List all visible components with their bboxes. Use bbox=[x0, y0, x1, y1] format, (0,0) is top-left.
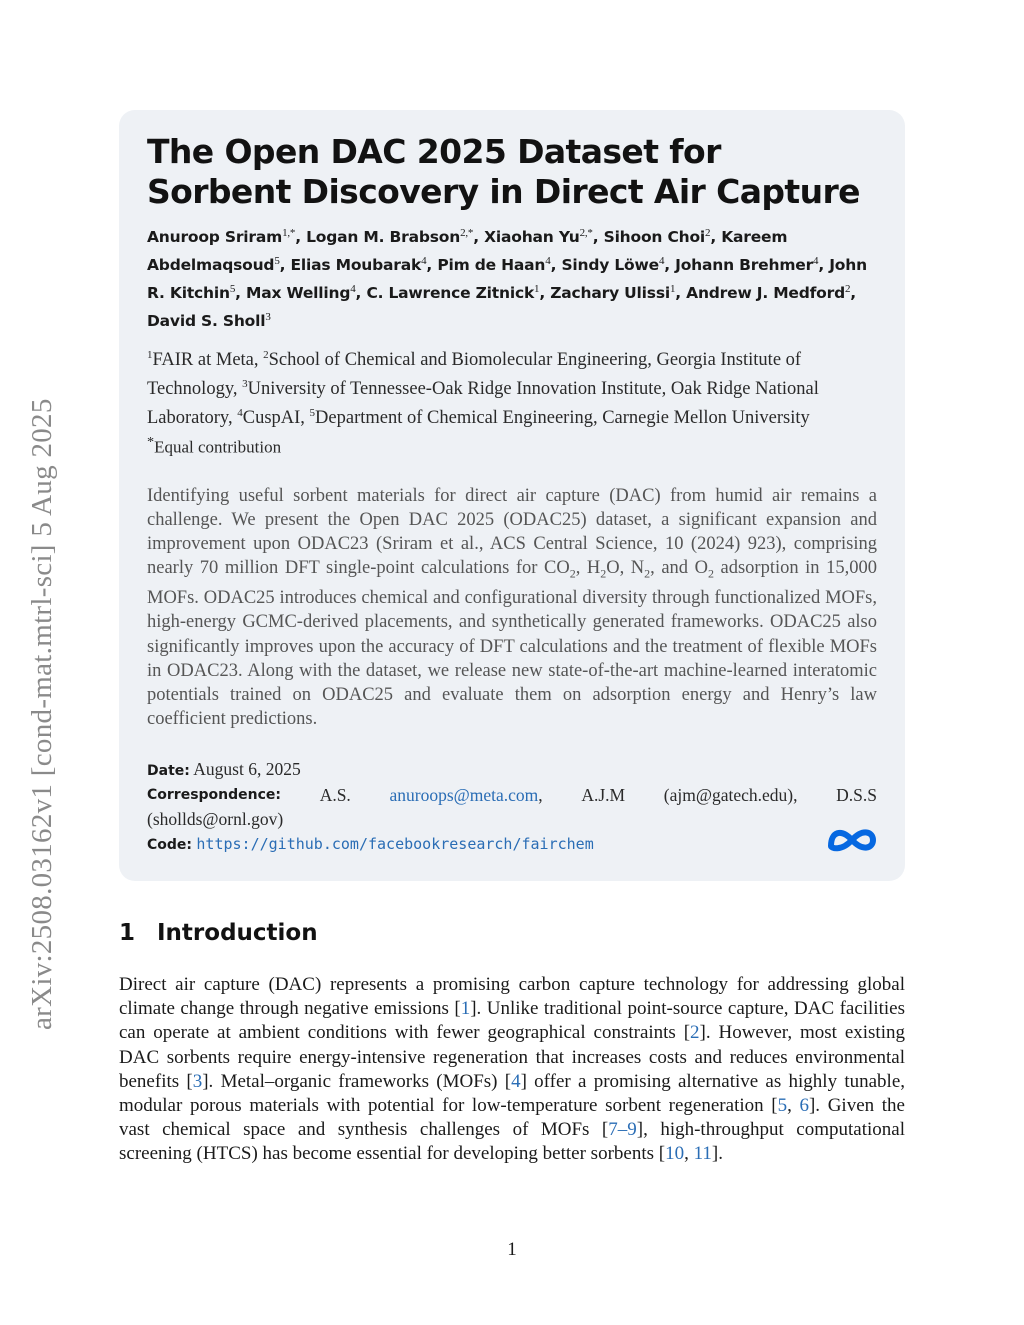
author: Elias Moubarak bbox=[290, 256, 422, 275]
citation-link[interactable]: 6 bbox=[799, 1095, 809, 1117]
citation-link[interactable]: 3 bbox=[192, 1070, 203, 1092]
author: Andrew J. Medford bbox=[686, 284, 845, 303]
author: Sihoon Choi bbox=[603, 228, 706, 247]
author: Sindy Löwe bbox=[561, 256, 659, 275]
arxiv-identifier: arXiv:2508.03162v1 [cond-mat.mtrl-sci] 5 Aug 2025 bbox=[26, 398, 58, 1030]
author: Kareem Abdelmaqsoud bbox=[147, 228, 788, 275]
paper-metadata bbox=[147, 757, 877, 857]
citation-link[interactable]: 7–9 bbox=[608, 1119, 637, 1141]
date-value: August 6, 2025 bbox=[193, 759, 301, 780]
author: Johann Brehmer bbox=[675, 256, 814, 275]
citation-link[interactable]: 5 bbox=[777, 1095, 788, 1117]
author: C. Lawrence Zitnick bbox=[366, 284, 535, 303]
correspondence-line: Correspondence: A.S. anuroops@meta.com, A.J.M (ajm@gatech.edu), D.S.S bbox=[147, 785, 877, 806]
author: Anuroop Sriram bbox=[147, 228, 283, 247]
author: Logan M. Brabson bbox=[306, 228, 461, 247]
date-line: Date: August 6, 2025 bbox=[147, 759, 301, 780]
paper-title: The Open DAC 2025 Dataset for Sorbent Discovery in Direct Air Capture bbox=[147, 132, 860, 211]
author-list: Anuroop Sriram$^{1,*}$, Logan M. Brabson$^{2,*}$, Xiaohan $Yu^{2,*}$, Sihoon Choi$^2$, Kareem Abdelmaqsoud$^5$, Elias Moubarak$^4$, Pim de Haan$^4$, Sindy Löwe$^4$, Johann Brehmer$^4$, John R. Kitchin$^5$, Max Welling$^4$, C. Lawrence Zitnick$^1$, Zachary Ulissi$^1$, Andrew J. Medford$^2$, David S. Sholl$^3$ bbox=[147, 227, 867, 331]
author: Pim de Haan bbox=[437, 256, 546, 275]
email-link[interactable]: anuroops@meta.com bbox=[389, 785, 539, 806]
citation-link[interactable]: 11 bbox=[693, 1143, 712, 1165]
affiliation: School of Chemical and Biomolecular Engineering, Georgia Institute of Technology bbox=[147, 349, 802, 399]
page-number: 1 bbox=[507, 1239, 517, 1260]
equal-contribution-note: *Equal contribution bbox=[147, 434, 282, 457]
affiliations: $^1$FAIR at Meta, $^2$School of Chemical and Biomolecular Engineering, Georgia Institute of Technology, $^3$University of Tennessee-Oak Ridge Innovation Institute, Oak Ridge National Laboratory, $^4$CuspAI, $^5$Department of Chemical Engineering, Carnegie Mellon University bbox=[147, 348, 819, 429]
author: Max Welling bbox=[246, 284, 351, 303]
meta-logo-icon bbox=[827, 824, 877, 856]
citation-link[interactable]: 4 bbox=[511, 1070, 521, 1092]
author: Zachary Ulissi bbox=[550, 284, 670, 303]
affiliation: University of Tennessee-Oak Ridge Innovation Institute, Oak Ridge National Laboratory bbox=[147, 378, 819, 429]
abstract: Identifying useful sorbent materials for direct air capture (DAC) from humid air remains a challenge. We present the Open DAC 2025 (ODAC25) dataset, a significant expansion and improvement upon ODAC23 (Sriram et al., ACS Central Science, 10 (2024) 923), comprising nearly 70 million DFT single-point calculations for $CO_2$, $H_2O$, $N_2$, and $O_2$ adsorption in 15,000 MOFs. ODAC25 introduces chemical and configurational diversity through functionalized MOFs, high-energy GCMC-derived placements, and synthetically generated frameworks. ODAC25 also significantly improves upon the accuracy of DFT calculations and the treatment of flexible MOFs in ODAC23. Along with the dataset, we release new state-of-the-art machine-learned interatomic potentials trained on ODAC25 and evaluate them on adsorption energy and Henry’s law coefficient predictions. bbox=[147, 485, 877, 730]
author: John R. Kitchin bbox=[147, 256, 867, 303]
citation-link[interactable]: 2 bbox=[690, 1022, 700, 1044]
citation-link[interactable]: 10 bbox=[665, 1143, 685, 1165]
code-link[interactable]: https://github.com/facebookresearch/fairchem bbox=[196, 835, 594, 854]
section-heading: 1 Introduction bbox=[119, 920, 318, 946]
affiliation: FAIR at Meta bbox=[152, 349, 254, 370]
code-line: Code: https://github.com/facebookresearch/fairchem bbox=[147, 835, 594, 854]
author: Xiaohan Yu bbox=[484, 228, 580, 247]
affiliation: Department of Chemical Engineering, Carnegie Mellon University bbox=[315, 408, 810, 429]
correspondence-tail: (shollds@ornl.gov) bbox=[147, 809, 284, 830]
affiliation: CuspAI bbox=[242, 408, 301, 429]
author: David S. Sholl bbox=[147, 312, 266, 331]
introduction-paragraph: Direct air capture (DAC) represents a promising carbon capture technology for addressing global climate change through negative emissions [1]. Unlike traditional point-source capture, DAC facilities can operate at ambient conditions with fewer geographical constraints [2]. However, most existing DAC sorbents require energy-intensive regeneration that increases costs and reduces environmental benefits [3]. Metal–organic frameworks (MOFs) [4] offer a promising alternative as highly tunable, modular porous materials with potential for low-temperature sorbent regeneration [5, 6]. Given the vast chemical space and synthesis challenges of MOFs [7–9], high-throughput computational screening (HTCS) has become essential for developing better sorbents [10, 11]. bbox=[119, 974, 906, 1165]
paper-header bbox=[119, 110, 905, 881]
citation-link[interactable]: 1 bbox=[460, 998, 471, 1020]
